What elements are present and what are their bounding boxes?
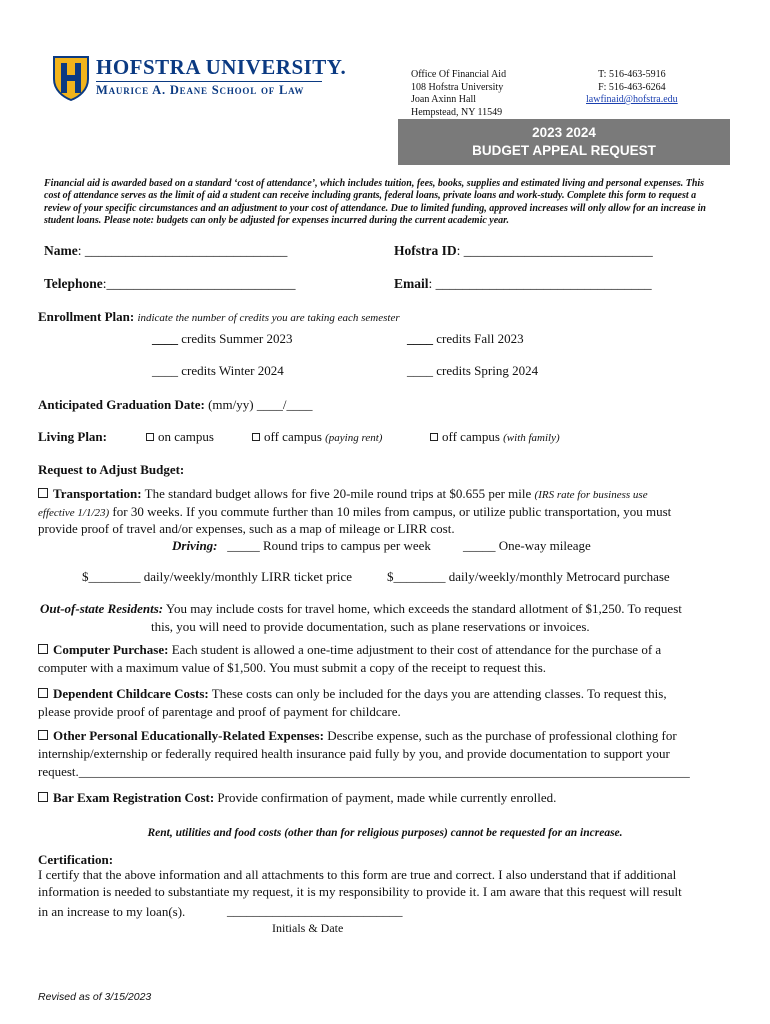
telephone-label: Telephone [44, 276, 103, 291]
other-expenses-text: Describe expense, such as the purchase of professional clothing for [323, 728, 677, 743]
off-campus-paying-checkbox[interactable] [252, 433, 260, 441]
graduation-date[interactable] [38, 396, 312, 414]
computer-checkbox[interactable] [38, 644, 48, 654]
initials-date-field[interactable]: ___________________________ [227, 903, 403, 918]
telephone-blank[interactable]: :____________________________ [102, 276, 296, 291]
telephone-field[interactable] [44, 275, 296, 293]
computer-line-2: computer with a maximum value of $1,500. You must submit a copy of the receipt to request this. [38, 660, 547, 675]
bar-exam-line [38, 789, 556, 807]
banner-year: 2023 2024 [532, 125, 596, 140]
driving-label: Driving: [172, 538, 218, 553]
name-label: Name [44, 243, 78, 258]
transportation-text: The standard budget allows for five 20-mile round trips at $0.655 per mile [141, 486, 535, 501]
credits-summer[interactable] [152, 330, 292, 348]
address-line: Office Of Financial Aid [411, 69, 507, 80]
childcare-label: Dependent Childcare Costs: [53, 686, 209, 701]
graduation-label: Anticipated Graduation Date: [38, 397, 205, 412]
oos-line-2: this, you will need to provide documentation, such as plane reservations or invoices. [151, 619, 590, 634]
hofstra-id-label: Hofstra ID [394, 243, 457, 258]
one-way-mileage-field[interactable]: _____ One-way mileage [463, 538, 591, 553]
graduation-blank[interactable]: (mm/yy) ____/____ [204, 397, 313, 412]
hofstra-id-field[interactable] [394, 242, 653, 260]
banner-title: BUDGET APPEAL REQUEST [472, 143, 656, 158]
university-name: HOFSTRA UNIVERSITY. [96, 55, 347, 79]
enrollment-note: indicate the number of credits you are taking each semester [137, 312, 400, 324]
intro-paragraph: Financial aid is awarded based on a standard ‘cost of attendance’, which includes tuition, fees, books, supplies and estimated living and personal expenses. This cost of attendance serves as the limit of aid a student can receive including grants, federal loans, private loans and work-study. Complete this form to request a review of your specific circumstances and an adjustment to your cost of attendance. Due to limited funding, approved increases will only allow for an increase in student loans. Please note: budgets can only be adjusted for expenses incurred during the current academic year. [44, 178, 706, 226]
request-heading: Request to Adjust Budget: [38, 462, 185, 477]
certification-line-3: in an increase to my loan(s). [38, 904, 186, 919]
address-line: Joan Axinn Hall [411, 94, 476, 105]
email-field[interactable] [394, 275, 652, 293]
initials-date-label: Initials & Date [272, 921, 344, 935]
transportation-text: for 30 weeks. If you commute further than 10 miles from campus, or utilize public transportation, you must [109, 504, 672, 519]
credits-fall-label: credits Fall 2023 [433, 331, 524, 346]
off-campus-paying-label: off campus [264, 429, 322, 444]
off-campus-paying-note: (paying rent) [325, 432, 383, 444]
oos-text: You may include costs for travel home, which exceeds the standard allotment of $1,250. To request [163, 601, 682, 616]
office-address [411, 69, 506, 119]
transportation-checkbox[interactable] [38, 488, 48, 498]
driving-row [172, 537, 431, 555]
school-name: Maurice A. Deane School of Law [96, 83, 305, 97]
exclusion-note: Rent, utilities and food costs (other than for religious purposes) cannot be requested for an increase. [147, 827, 623, 839]
computer-label: Computer Purchase: [53, 642, 169, 657]
credits-winter[interactable]: ____ credits Winter 2024 [152, 363, 284, 378]
living-off-campus-family-option[interactable] [430, 428, 560, 447]
email-link[interactable]: lawfinaid@hofstra.edu [586, 94, 678, 105]
certification-line-2: information is needed to substantiate my request, it is my responsibility to provide it. I am aware that this request will result [38, 884, 682, 899]
email-label: Email [394, 276, 429, 291]
name-blank[interactable]: : ______________________________ [77, 243, 288, 258]
transportation-label: Transportation: [53, 486, 142, 501]
on-campus-label: on campus [158, 429, 214, 444]
childcare-line-2: please provide proof of parentage and proof of payment for childcare. [38, 704, 401, 719]
hofstra-id-blank[interactable]: : ____________________________ [456, 243, 653, 258]
transport-line-1 [38, 485, 648, 504]
office-contact [586, 69, 678, 107]
credits-fall[interactable] [407, 330, 524, 348]
computer-text: Each student is allowed a one-time adjustment to their cost of attendance for the purchase of a [168, 642, 662, 657]
fax-number: F: 516-463-6264 [598, 81, 666, 93]
oos-label: Out-of-state Residents: [40, 601, 164, 616]
other-expenses-label: Other Personal Educationally-Related Expenses: [53, 728, 324, 743]
phone-number: T: 516-463-5916 [598, 69, 666, 80]
email-blank[interactable]: : ________________________________ [428, 276, 652, 291]
title-banner [398, 119, 730, 165]
certification-line-1: I certify that the above information and all attachments to this form are true and correct. I also understand that if additional [38, 867, 677, 882]
certification-heading: Certification: [38, 852, 114, 867]
address-line: 108 Hofstra University [411, 81, 504, 93]
round-trips-field[interactable]: _____ Round trips to campus per week [227, 538, 431, 553]
name-field[interactable] [44, 242, 287, 260]
living-off-campus-paying-option[interactable] [252, 428, 382, 447]
lirr-ticket-field[interactable]: $________ daily/weekly/monthly LIRR ticket price [82, 569, 353, 584]
off-campus-family-checkbox[interactable] [430, 433, 438, 441]
other-request-field[interactable]: request.______________________________________________________________________________________________ [38, 764, 690, 779]
irs-effective-note: effective 1/1/23) [38, 507, 110, 519]
oos-line-1 [40, 600, 682, 618]
other-line-2: internship/externship or federally required health insurance paid fully by you, and provide documentation to support your [38, 746, 670, 761]
computer-line-1 [38, 641, 661, 659]
bar-exam-text: Provide confirmation of payment, made while currently enrolled. [214, 790, 557, 805]
off-campus-family-label: off campus [442, 429, 500, 444]
bar-exam-label: Bar Exam Registration Cost: [53, 790, 215, 805]
bar-exam-checkbox[interactable] [38, 792, 48, 802]
logo-rule [96, 81, 322, 82]
other-line-1 [38, 727, 677, 745]
other-expenses-checkbox[interactable] [38, 730, 48, 740]
hofstra-logo [52, 55, 347, 103]
living-on-campus-option[interactable] [146, 428, 214, 446]
credits-fall-blank[interactable]: ____ [407, 331, 433, 346]
irs-rate-note: (IRS rate for business use [534, 489, 648, 501]
metrocard-field[interactable]: $________ daily/weekly/monthly Metrocard purchase [387, 569, 670, 584]
credits-summer-label: credits Summer 2023 [178, 331, 293, 346]
transport-line-3: provide proof of travel and/or expenses, such as a map of mileage or LIRR cost. [38, 521, 455, 536]
enrollment-label: Enrollment Plan: [38, 309, 135, 324]
enrollment-plan [38, 308, 400, 327]
address-line: Hempstead, NY 11549 [411, 106, 503, 118]
hofstra-shield-icon [52, 55, 90, 101]
childcare-text: These costs can only be included for the days you are attending classes. To request this, [208, 686, 667, 701]
childcare-checkbox[interactable] [38, 688, 48, 698]
on-campus-checkbox[interactable] [146, 433, 154, 441]
credits-summer-blank[interactable]: ____ [152, 331, 178, 346]
living-plan-label: Living Plan: [38, 429, 107, 444]
childcare-line-1 [38, 685, 667, 703]
revised-date: Revised as of 3/15/2023 [38, 991, 152, 1003]
off-campus-family-note: (with family) [503, 432, 560, 444]
credits-spring[interactable]: ____ credits Spring 2024 [407, 363, 539, 378]
